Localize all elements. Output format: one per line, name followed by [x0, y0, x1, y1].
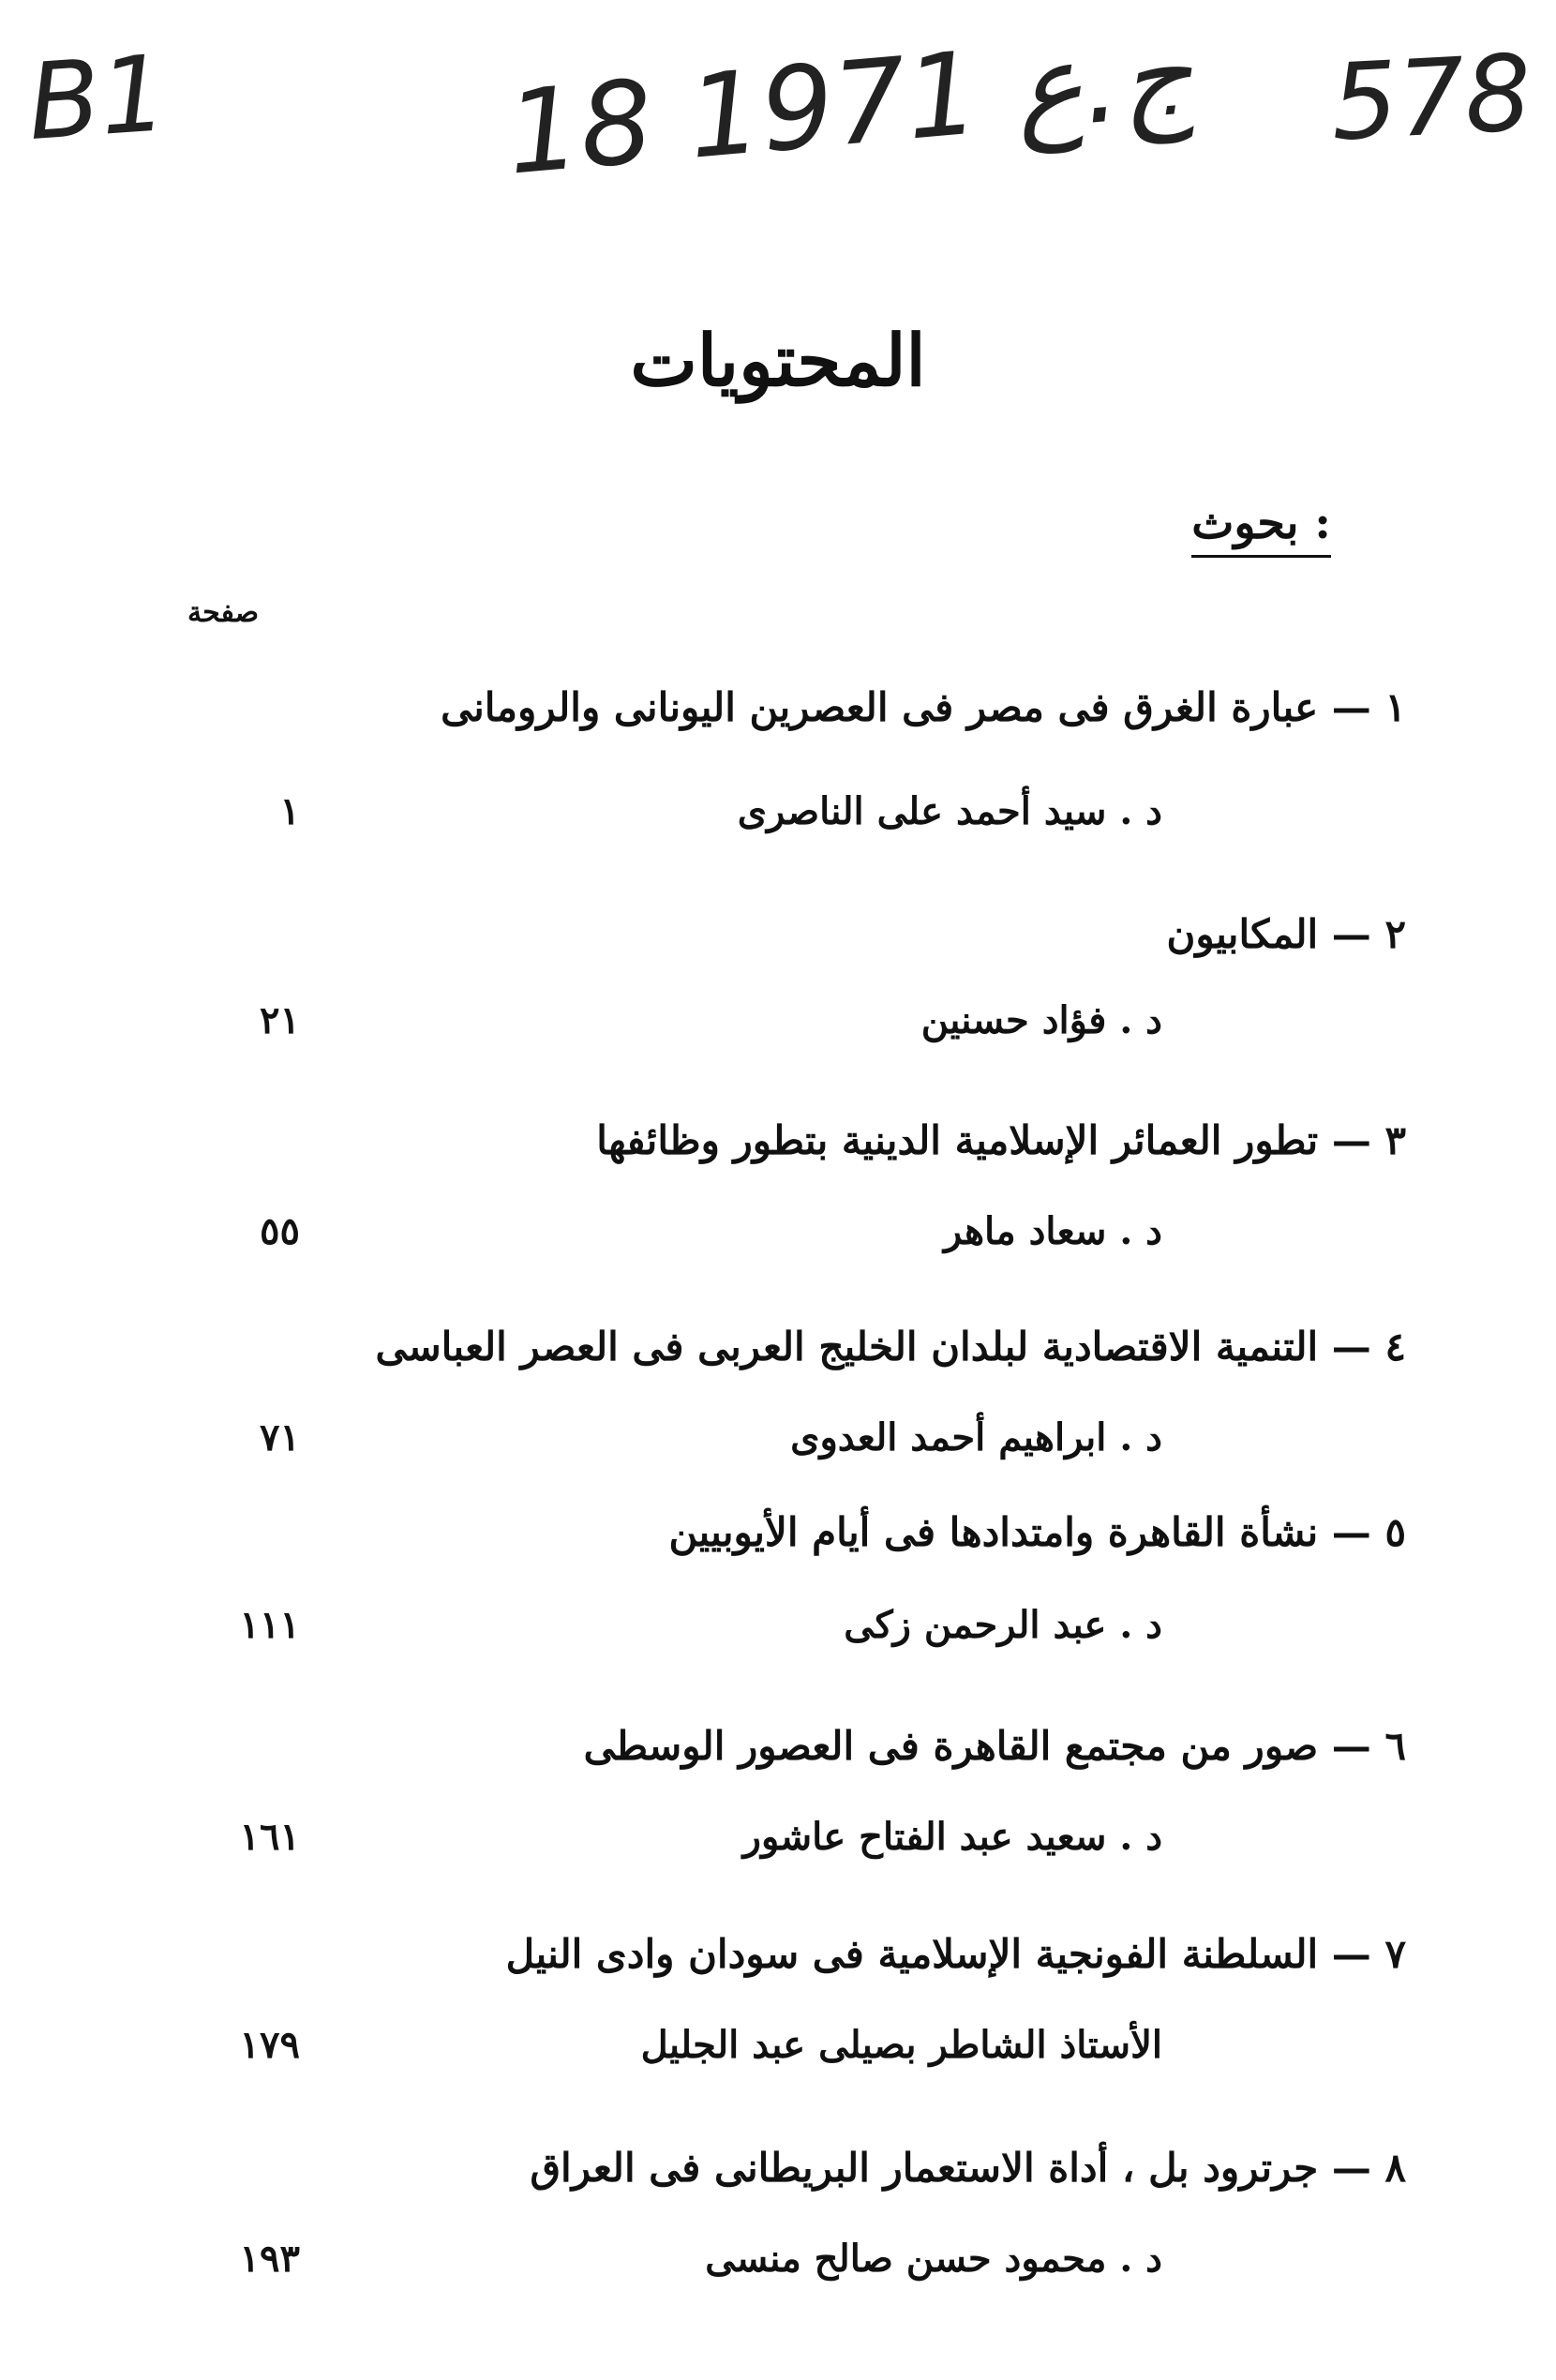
entry-author: د . سيد أحمد على الناصرى: [737, 789, 1162, 833]
entry-author: د . عبد الرحمن زكى: [844, 1603, 1162, 1647]
entry-author: د . محمود حسن صالح منسى: [705, 2237, 1162, 2281]
entry-author: د . سعيد عبد الفتاح عاشور: [742, 1815, 1162, 1859]
entry-title: ٨ — جرترود بل ، أداة الاستعمار البريطانى فى العراق: [530, 2145, 1406, 2191]
entry-page-number: ٥٥: [260, 1209, 300, 1253]
entry-title: ٢ — المكابيون: [1166, 911, 1406, 957]
entry-page-number: ١١١: [239, 1603, 300, 1647]
entry-title: ٣ — تطور العمائر الإسلامية الدينية بتطور وظائفها: [596, 1117, 1406, 1163]
entry-title: ١ — عبارة الغرق فى مصر فى العصرين اليونانى والرومانى: [441, 684, 1406, 730]
entry-author: الأستاذ الشاطر بصيلى عبد الجليل: [640, 2023, 1162, 2067]
entry-title: ٦ — صور من مجتمع القاهرة فى العصور الوسطى: [583, 1723, 1406, 1769]
section-heading: بحوث :: [1191, 497, 1331, 558]
entry-author: د . ابراهيم أحمد العدوى: [790, 1415, 1162, 1459]
entry-title: ٤ — التنمية الاقتصادية لبلدان الخليج العربى فى العصر العباسى: [375, 1324, 1406, 1370]
entry-title: ٥ — نشأة القاهرة وامتدادها فى أيام الأيوبيين: [668, 1509, 1406, 1555]
entry-author: د . فؤاد حسنين: [920, 998, 1162, 1042]
entry-page-number: ١٦١: [239, 1815, 300, 1859]
entry-page-number: ١٧٩: [239, 2023, 300, 2067]
handwritten-shelfmark: B1: [23, 32, 172, 165]
entry-page-number: ١٩٣: [239, 2237, 300, 2281]
entry-page-number: ٧١: [260, 1415, 300, 1459]
handwritten-number: 578: [1327, 32, 1535, 165]
page-column-header: صفحة: [187, 596, 260, 629]
entry-author: د . سعاد ماهر: [943, 1209, 1162, 1253]
entry-title: ٧ — السلطنة الفونجية الإسلامية فى سودان وادى النيل: [505, 1931, 1406, 1977]
entry-page-number: ١: [279, 789, 300, 833]
page-title: المحتويات: [630, 319, 926, 402]
handwritten-date: 18 ج.ع 1971: [501, 7, 1199, 201]
entry-page-number: ٢١: [260, 998, 300, 1042]
